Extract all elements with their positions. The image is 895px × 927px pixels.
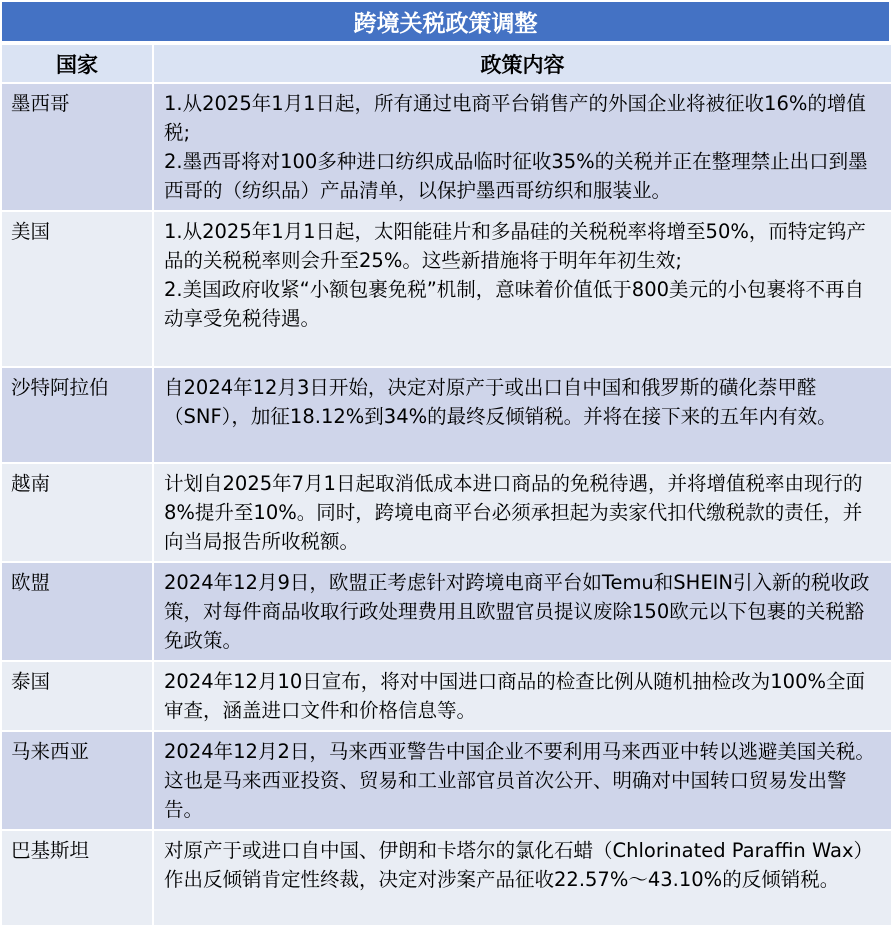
country-cell: 美国 bbox=[1, 211, 153, 367]
country-cell: 巴基斯坦 bbox=[1, 830, 153, 926]
policy-cell bbox=[153, 830, 892, 926]
policy-cell bbox=[153, 211, 892, 367]
table-row bbox=[1, 562, 892, 661]
country-cell: 泰国 bbox=[1, 661, 153, 731]
policy-paragraph: 计划自2025年7月1日起取消低成本进口商品的免税待遇，并将增值税率由现行的8%提升至10%。同时，跨境电商平台必须承担起为卖家代扣代缴税款的责任，并向当局报告所收税额。 bbox=[164, 472, 863, 553]
policy-paragraph: 2024年12月9日，欧盟正考虑针对跨境电商平台如Temu和SHEIN引入新的税收政策，对每件商品收取行政处理费用且欧盟官员提议废除150欧元以下包裹的关税豁免政策。 bbox=[164, 571, 870, 652]
policy-cell bbox=[153, 463, 892, 562]
table-row bbox=[1, 661, 892, 731]
policy-paragraph: 2.墨西哥将对100多种进口纺织成品临时征收35%的关税并正在整理禁止出口到墨西哥的（纺织品）产品清单，以保护墨西哥纺织和服装业。 bbox=[164, 150, 868, 202]
policy-paragraph: 2024年12月2日，马来西亚警告中国企业不要利用马来西亚中转以逃避美国关税。这也是马来西亚投资、贸易和工业部官员首次公开、明确对中国转口贸易发出警告。 bbox=[164, 740, 875, 821]
policy-paragraph: 1.从2025年1月1日起，所有通过电商平台销售产的外国企业将被征收16%的增值税; bbox=[164, 92, 866, 144]
policy-cell bbox=[153, 562, 892, 661]
policy-paragraph: 1.从2025年1月1日起，太阳能硅片和多晶硅的关税税率将增至50%，而特定钨产品的关税税率则会升至25%。这些新措施将于明年年初生效; bbox=[164, 220, 866, 272]
policy-cell bbox=[153, 367, 892, 463]
policy-paragraph: 自2024年12月3日开始，决定对原产于或出口自中国和俄罗斯的磺化萘甲醛（SNF），加征18.12%到34%的最终反倾销税。并将在接下来的五年内有效。 bbox=[164, 376, 837, 428]
table-row bbox=[1, 367, 892, 463]
table-row bbox=[1, 731, 892, 830]
policy-cell bbox=[153, 83, 892, 211]
country-cell: 沙特阿拉伯 bbox=[1, 367, 153, 463]
table-row bbox=[1, 83, 892, 211]
header-row bbox=[1, 44, 892, 83]
table-title: 跨境关税政策调整 bbox=[0, 0, 891, 43]
policy-paragraph: 对原产于或进口自中国、伊朗和卡塔尔的氯化石蜡（Chlorinated Paraffin Wax）作出反倾销肯定性终裁，决定对涉案产品征收22.57%～43.10%的反倾销税。 bbox=[164, 839, 874, 891]
policy-paragraph: 2.美国政府收紧“小额包裹免税”机制，意味着价值低于800美元的小包裹将不再自动享受免税待遇。 bbox=[164, 278, 865, 330]
country-cell: 越南 bbox=[1, 463, 153, 562]
table-row bbox=[1, 211, 892, 367]
header-policy: 政策内容 bbox=[153, 44, 892, 83]
table-row bbox=[1, 830, 892, 926]
country-cell: 欧盟 bbox=[1, 562, 153, 661]
policy-table bbox=[0, 43, 893, 927]
country-cell: 墨西哥 bbox=[1, 83, 153, 211]
country-cell: 马来西亚 bbox=[1, 731, 153, 830]
table-row bbox=[1, 463, 892, 562]
policy-paragraph: 2024年12月10日宣布，将对中国进口商品的检查比例从随机抽检改为100%全面审查，涵盖进口文件和价格信息等。 bbox=[164, 670, 866, 722]
policy-cell bbox=[153, 731, 892, 830]
policy-cell bbox=[153, 661, 892, 731]
header-country: 国家 bbox=[1, 44, 153, 83]
